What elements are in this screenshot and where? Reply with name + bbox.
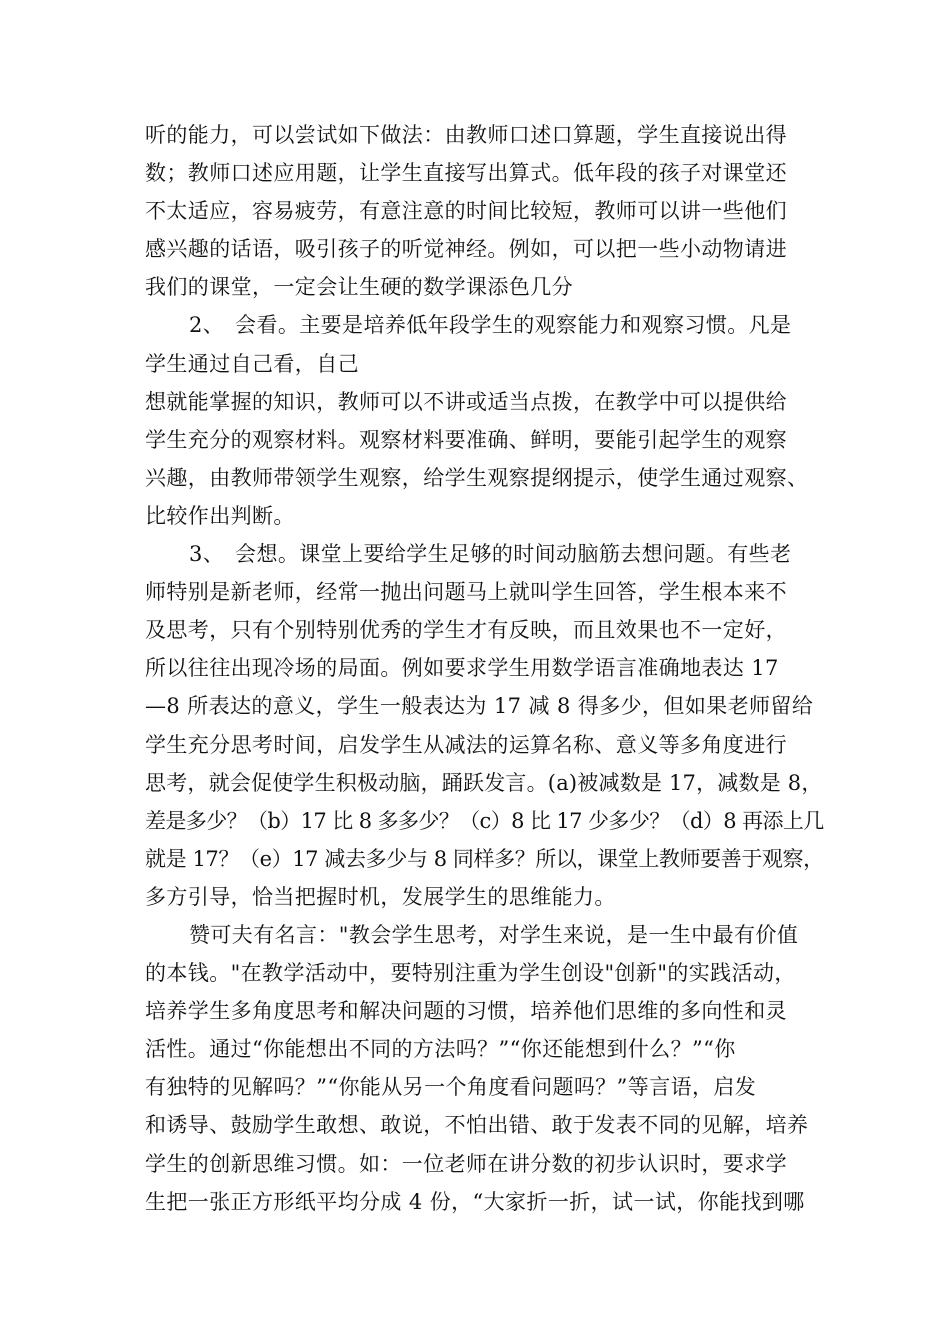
text-line: 感兴趣的话语，吸引孩子的听觉神经。例如，可以把一些小动物请进 [145,237,787,262]
text-line: 和诱导、鼓励学生敢想、敢说，不怕出错、敢于发表不同的见解，培养 [145,1113,809,1138]
text-line: 比较作出判断。 [145,503,295,528]
text-line: 师特别是新老师，经常一抛出问题马上就叫学生回答，学生根本来不 [145,580,787,605]
text-line: 3、 会想。课堂上要给学生足够的时间动脑筋去想问题。有些老 [189,542,792,567]
text-line: 差是多少？（b）17 比 8 多多少？（c）8 比 17 少多少？（d）8 再添上几 [145,808,824,833]
text-line: 兴趣，由教师带领学生观察，给学生观察提纲提示，使学生通过观察、 [145,465,809,490]
text-line: 学生通过自己看，自己 [145,351,359,376]
text-line: —8 所表达的意义，学生一般表达为 17 减 8 得多少，但如果老师留给 [145,694,814,719]
text-line: 学生充分思考时间，启发学生从减法的运算名称、意义等多角度进行 [145,732,787,757]
text-line: 赞可夫有名言："教会学生思考，对学生来说，是一生中最有价值 [189,922,799,947]
text-line: 听的能力，可以尝试如下做法：由教师口述口算题，学生直接说出得 [145,123,787,147]
text-line: 就是 17？（e）17 减去多少与 8 同样多？所以，课堂上教师要善于观察， [145,846,824,871]
text-line: 想就能掌握的知识，教师可以不讲或适当点拨，在教学中可以提供给 [145,389,787,414]
text-line: 的本钱。"在教学活动中，要特别注重为学生创设"创新"的实践活动， [145,961,796,986]
text-line: 数；教师口述应用题，让学生直接写出算式。低年段的孩子对课堂还 [145,161,787,186]
text-line: 学生充分的观察材料。观察材料要准确、鲜明，要能引起学生的观察 [145,427,787,452]
text-line: 培养学生多角度思考和解决问题的习惯，培养他们思维的多向性和灵 [145,999,787,1024]
text-line: 所以往往出现冷场的局面。例如要求学生用数学语言准确地表达 17 [145,656,779,681]
text-line: 2、 会看。主要是培养低年段学生的观察能力和观察习惯。凡是 [189,313,792,338]
text-line: 活性。通过“你能想出不同的方法吗？”“你还能想到什么？”“你 [145,1037,736,1062]
text-line: 不太适应，容易疲劳，有意注意的时间比较短，教师可以讲一些他们 [145,199,787,224]
text-line: 我们的课堂，一定会让生硬的数学课添色几分 [145,275,573,300]
text-line: 多方引导，恰当把握时机，发展学生的思维能力。 [145,884,616,909]
text-line: 学生的创新思维习惯。如：一位老师在讲分数的初步认识时，要求学 [145,1151,787,1176]
document-body [145,116,825,1221]
text-line: 生把一张正方形纸平均分成 4 份，“大家折一折，试一试，你能找到哪 [145,1189,805,1214]
text-line: 及思考，只有个别特别优秀的学生才有反映，而且效果也不一定好， [145,618,787,643]
text-line: 有独特的见解吗？”“你能从另一个角度看问题吗？”等言语，启发 [145,1075,757,1100]
text-line: 思考，就会促使学生积极动脑，踊跃发言。(a)被减数是 17，减数是 8， [145,770,823,795]
